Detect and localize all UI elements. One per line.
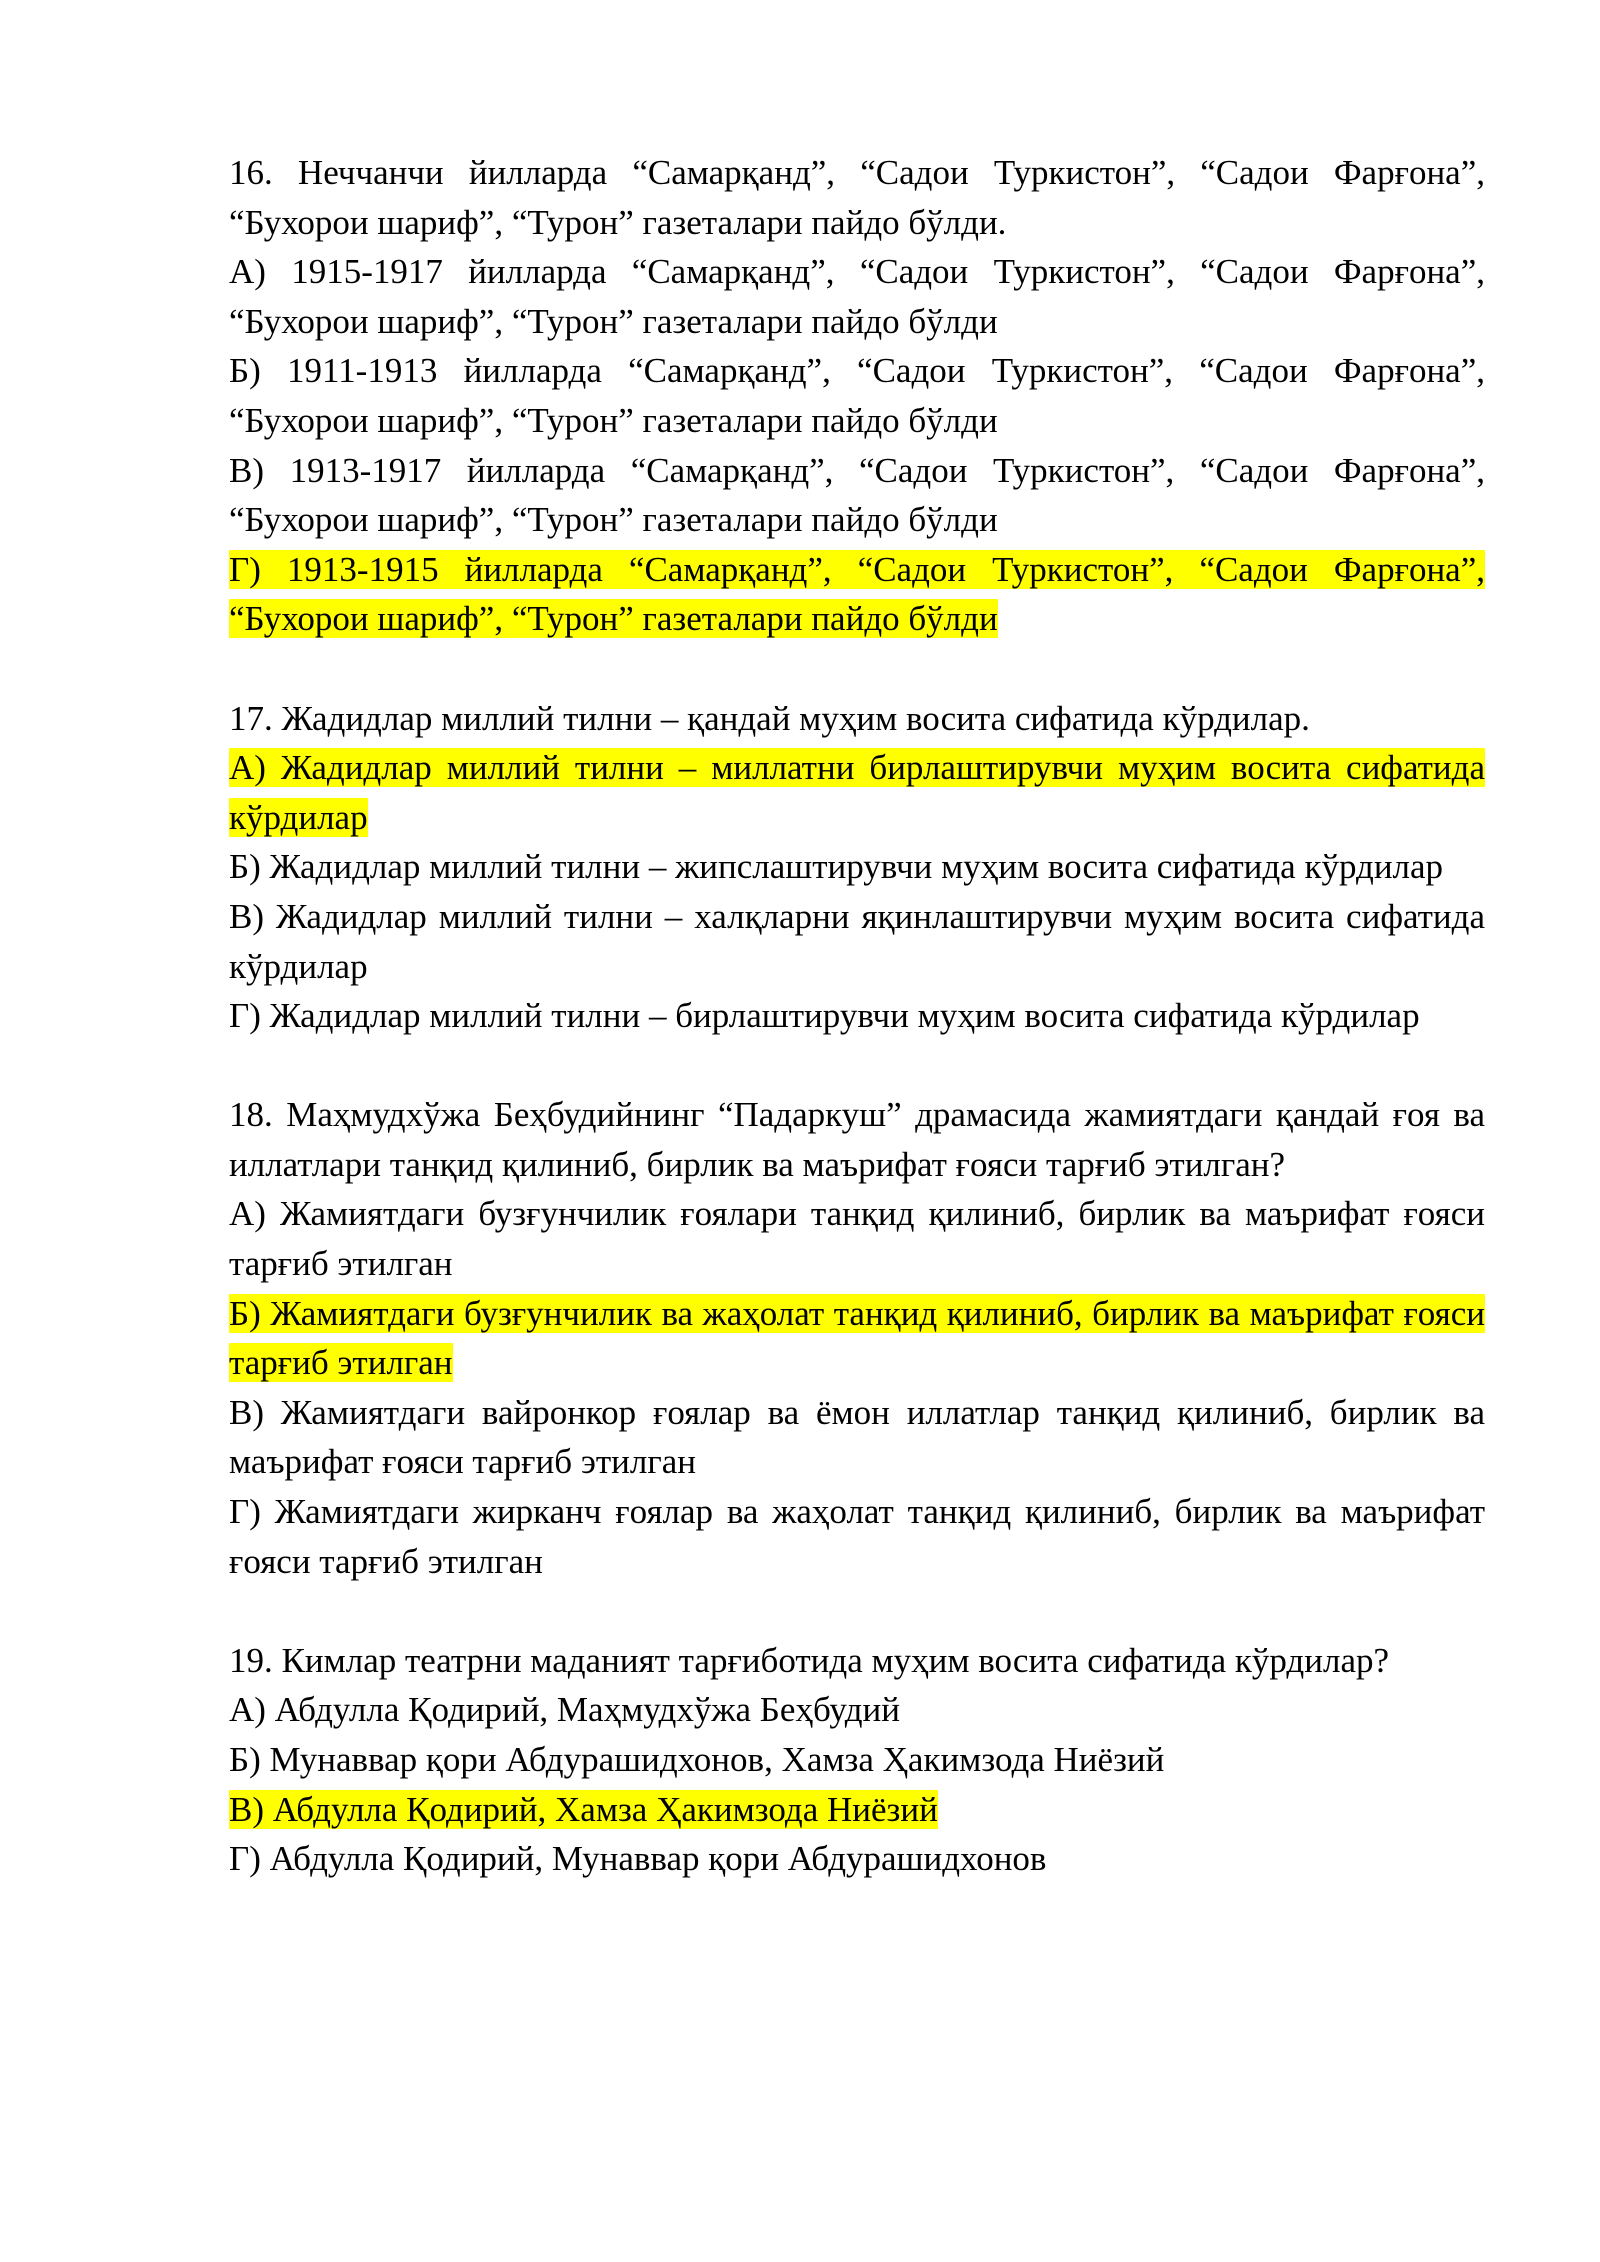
answer-option-text: В) Жамиятдаги вайронкор ғоялар ва ёмон иллатлар танқид қилиниб, бирлик ва маърифат ғояси тарғиб этилган bbox=[229, 1392, 1485, 1482]
question-stem bbox=[229, 1090, 1485, 1189]
correct-answer-highlight: Б) Жамиятдаги бузғунчилик ва жаҳолат танқид қилиниб, бирлик ва маърифат ғояси тарғиб этилган bbox=[229, 1293, 1485, 1383]
answer-option-v bbox=[229, 892, 1485, 991]
question-stem bbox=[229, 694, 1485, 744]
answer-option-text: А) Абдулла Қодирий, Маҳмудхўжа Беҳбудий bbox=[229, 1690, 900, 1730]
answer-option-text: В) 1913-1917 йилларда “Самарқанд”, “Садои Туркистон”, “Садои Фарғона”, “Бухорои шариф”, “Турон” газеталари пайдо бўлди bbox=[229, 450, 1485, 540]
question-stem bbox=[229, 1636, 1485, 1686]
answer-option-text: Г) Жадидлар миллий тилни – бирлаштирувчи муҳим восита сифатида кўрдилар bbox=[229, 996, 1420, 1036]
question-16 bbox=[229, 148, 1485, 644]
answer-option-b bbox=[229, 842, 1485, 892]
answer-option-text: Б) Жадидлар миллий тилни – жипслаштирувчи муҳим восита сифатида кўрдилар bbox=[229, 847, 1444, 887]
answer-option-v bbox=[229, 1388, 1485, 1487]
correct-answer-highlight: Г) 1913-1915 йилларда “Самарқанд”, “Садои Туркистон”, “Садои Фарғона”, “Бухорои шариф”, “Турон” газеталари пайдо бўлди bbox=[229, 549, 1485, 639]
answer-option-text: А) 1915-1917 йилларда “Самарқанд”, “Садои Туркистон”, “Садои Фарғона”, “Бухорои шариф”, “Турон” газеталари пайдо бўлди bbox=[229, 252, 1485, 341]
question-19 bbox=[229, 1636, 1485, 1884]
answer-option-a bbox=[229, 743, 1485, 842]
answer-option-b bbox=[229, 346, 1485, 445]
document-page bbox=[229, 148, 1485, 1884]
answer-option-text: Б) 1911-1913 йилларда “Самарқанд”, “Садои Туркистон”, “Садои Фарғона”, “Бухорои шариф”, “Турон” газеталари пайдо бўлди bbox=[229, 351, 1485, 440]
answer-option-g bbox=[229, 1834, 1485, 1884]
answer-option-g bbox=[229, 991, 1485, 1041]
answer-option-text: Г) Абдулла Қодирий, Мунаввар қори Абдурашидхонов bbox=[229, 1839, 1047, 1879]
answer-option-g bbox=[229, 1487, 1485, 1586]
correct-answer-highlight: А) Жадидлар миллий тилни – миллатни бирлаштирувчи муҳим восита сифатида кўрдилар bbox=[229, 748, 1485, 837]
answer-option-a bbox=[229, 247, 1485, 346]
answer-option-b bbox=[229, 1735, 1485, 1785]
question-stem-text: 17. Жадидлар миллий тилни – қандай муҳим восита сифатида кўрдилар. bbox=[229, 698, 1310, 738]
answer-option-b bbox=[229, 1289, 1485, 1388]
answer-option-text: В) Жадидлар миллий тилни – халқларни яқинлаштирувчи муҳим восита сифатида кўрдилар bbox=[229, 896, 1485, 986]
answer-option-text: Б) Мунаввар қори Абдурашидхонов, Хамза Ҳакимзода Ниёзий bbox=[229, 1740, 1165, 1779]
answer-option-text: А) Жамиятдаги бузғунчилик ғоялари танқид қилиниб, бирлик ва маърифат ғояси тарғиб этилган bbox=[229, 1194, 1485, 1284]
question-stem bbox=[229, 148, 1485, 247]
answer-option-g bbox=[229, 545, 1485, 644]
answer-option-text: Г) Жамиятдаги жирканч ғоялар ва жаҳолат танқид қилиниб, бирлик ва маърифат ғояси тарғиб этилган bbox=[229, 1492, 1485, 1581]
answer-option-v bbox=[229, 1785, 1485, 1835]
correct-answer-highlight: В) Абдулла Қодирий, Хамза Ҳакимзода Ниёзий bbox=[229, 1789, 938, 1829]
answer-option-a bbox=[229, 1189, 1485, 1288]
question-17 bbox=[229, 694, 1485, 1041]
question-stem-text: 16. Неччанчи йилларда “Самарқанд”, “Садои Туркистон”, “Садои Фарғона”, “Бухорои шариф”, “Турон” газеталари пайдо бўлди. bbox=[229, 153, 1485, 242]
answer-option-a bbox=[229, 1685, 1485, 1735]
question-stem-text: 18. Маҳмудхўжа Беҳбудийнинг “Падаркуш” драмасида жамиятдаги қандай ғоя ва иллатлари танқид қилиниб, бирлик ва маърифат ғояси тарғиб этилган? bbox=[229, 1095, 1485, 1184]
question-stem-text: 19. Кимлар театрни маданият тарғиботида муҳим восита сифатида кўрдилар? bbox=[229, 1640, 1390, 1680]
question-18 bbox=[229, 1090, 1485, 1586]
answer-option-v bbox=[229, 446, 1485, 545]
